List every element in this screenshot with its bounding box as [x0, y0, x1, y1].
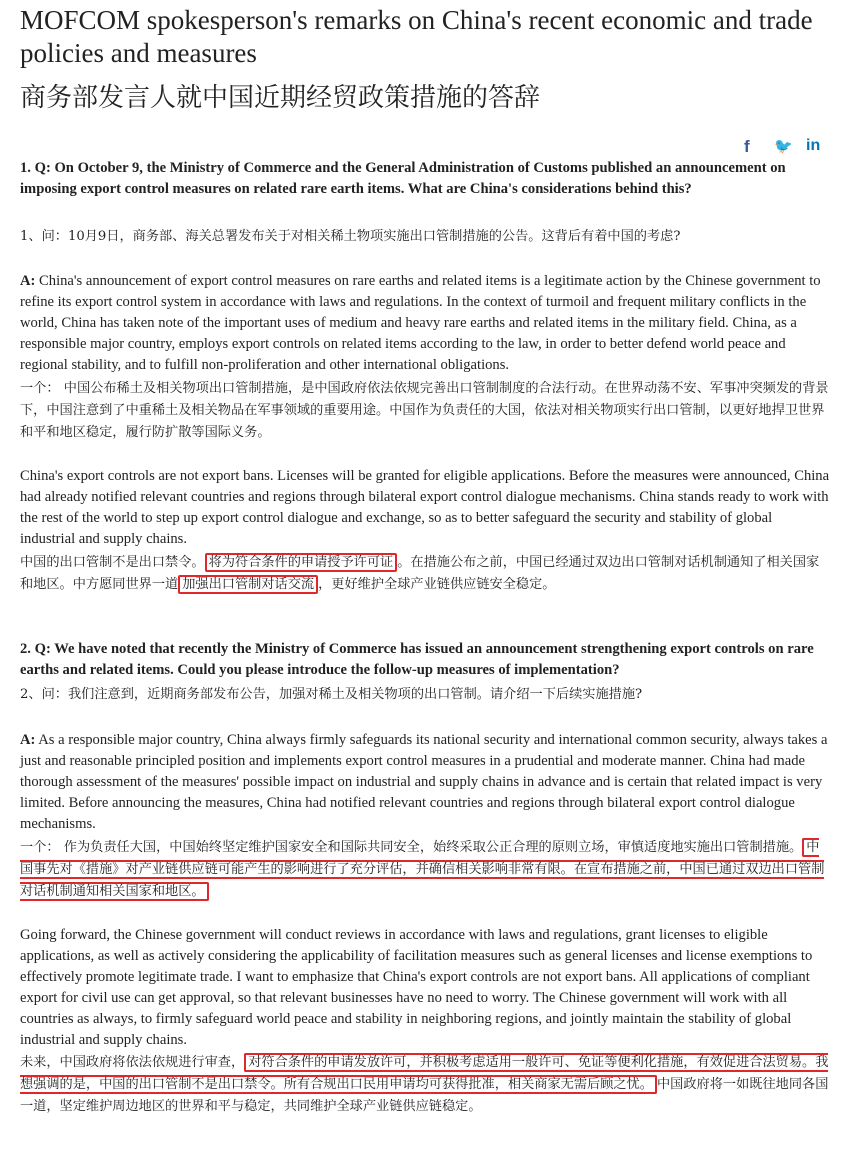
question-2-en: 2. Q: We have noted that recently the Ministry of Commerce has issued an announcement strengthening export controls on rare earths and related items. Could you please introduce the follow-up measures of implementation?	[20, 641, 814, 678]
answer-text: As a responsible major country, China always firmly safeguards its national security and international common security, always takes a just and reasonable principled position and implements export control measures in a prudential and moderate manner. China had made thorough assessment of the measures' possible impact on industrial and supply chains in advance and is certain that related impact is very limited. Before announcing the measures, China had notified relevant countries and regions through bilateral export control dialogue mechanisms.	[20, 732, 828, 832]
answer-label: A:	[20, 732, 36, 748]
question-2-zh: 2、问：我们注意到，近期商务部发布公告，加强对稀土及相关物项的出口管制。请介绍一下后续实施措施?	[20, 687, 643, 702]
answer-2-para-1-zh	[20, 837, 830, 903]
highlight-box: 将为符合条件的申请授予许可证	[205, 553, 398, 572]
answer-1-para-1-en	[20, 271, 830, 376]
answer-2-para-1-en	[20, 730, 830, 835]
text-span: ，更好维护全球产业链供应链安全稳定。	[318, 577, 556, 592]
text-span: 未来，中国政府将依法依规进行审查，	[20, 1055, 245, 1070]
answer-2-para-2-en: Going forward, the Chinese government will conduct reviews in accordance with laws and regulations, grant licenses to eligible applications, as well as actively considering the applicability of facilitation measures such as general licenses and license exemptions to effectively promote legitimate trade. I want to emphasize that China's export controls are not export bans. All applications of compliant export for civil use can get approval, so that relevant businesses have no need to worry. The Chinese government will work with all countries as always, to firmly safeguard world peace and stability in neighboring regions, and jointly maintain the stability of global industrial and supply chains.	[20, 927, 813, 1048]
facebook-icon[interactable]: f	[744, 137, 750, 156]
text-span: 中国的出口管制不是出口禁令。	[20, 555, 205, 570]
highlight-box: 对符合条件的申请发放许可，并积极考虑适用一般许可、免证等便利化措施，有效促进合法贸易。我想强调的是，中国的出口管制不是出口禁令。所有合规出口民用申请均可获得批准，相关商家无需后顾之忧。	[20, 1055, 829, 1092]
answer-1-para-1-zh: 一个： 中国公布稀土及相关物项出口管制措施，是中国政府依法依规完善出口管制制度的合法行动。在世界动荡不安、军事冲突频发的背景下，中国注意到了中重稀土及相关物品在军事领域的重要用途。中国作为负责任的大国，依法对相关物项实行出口管制，以更好地捍卫世界和平和地区稳定，履行防扩散等国际义务。	[20, 381, 829, 440]
article-title-zh: 商务部发言人就中国近期经贸政策措施的答辞	[20, 83, 541, 113]
linkedin-icon[interactable]: in	[806, 137, 821, 154]
highlight-box: 加强出口管制对话交流	[178, 575, 318, 594]
text-span: 中国政府将一如既往地同各国一道，坚定维护周边地区的世界和平与稳定，共同维护全球产业链供应链稳定。	[20, 1077, 829, 1114]
twitter-icon[interactable]: 🐦	[774, 138, 793, 155]
text-span: 一个： 作为负责任大国，中国始终坚定维护国家安全和国际共同安全，始终采取公正合理的原则立场，审慎适度地实施出口管制措施。	[20, 840, 803, 855]
answer-1-para-2-zh	[20, 552, 830, 596]
answer-text: China's announcement of export control measures on rare earths and related items is a legitimate action by the Chinese government to refine its export control system in accordance with laws and regulations. In the context of turmoil and frequent military conflicts in the world, China has taken note of the important uses of medium and heavy rare earths and related items in the military field. China, as a responsible major country, employs export controls on related items according to the law, in order to better defend world peace and regional stability, and to fulfill non-proliferation and other international obligations.	[20, 273, 821, 373]
answer-label: A:	[20, 273, 36, 289]
text-span: 。在措施公布之前，中国已经通过双边出口管制对话机制通知了相关国家和地区。中方愿同世界一道	[20, 555, 820, 592]
answer-1-para-2-en: China's export controls are not export bans. Licenses will be granted for eligible applications. Before the measures were announced, China had already notified relevant countries and regions through bilateral export control dialogue mechanisms. China stands ready to work with the rest of the world to step up export control dialogue and exchange, so as to better safeguard the security and stability of global industrial and supply chains.	[20, 468, 830, 547]
question-1-zh: 1、问：10月9日，商务部、海关总署发布关于对相关稀土物项实施出口管制措施的公告。这背后有着中国的考虑?	[20, 229, 681, 244]
question-1-en: 1. Q: On October 9, the Ministry of Commerce and the General Administration of Customs published an announcement on imposing export control measures on related rare earth items. What are China's considerations behind this?	[20, 160, 786, 197]
answer-2-para-2-zh	[20, 1052, 830, 1118]
highlight-box: 中国事先对《措施》对产业链供应链可能产生的影响进行了充分评估，并确信相关影响非常有限。在宣布措施之前，中国已通过双边出口管制对话机制通知相关国家和地区。	[20, 840, 825, 899]
article-title-en: MOFCOM spokesperson's remarks on China's recent economic and trade policies and measures	[20, 5, 813, 68]
